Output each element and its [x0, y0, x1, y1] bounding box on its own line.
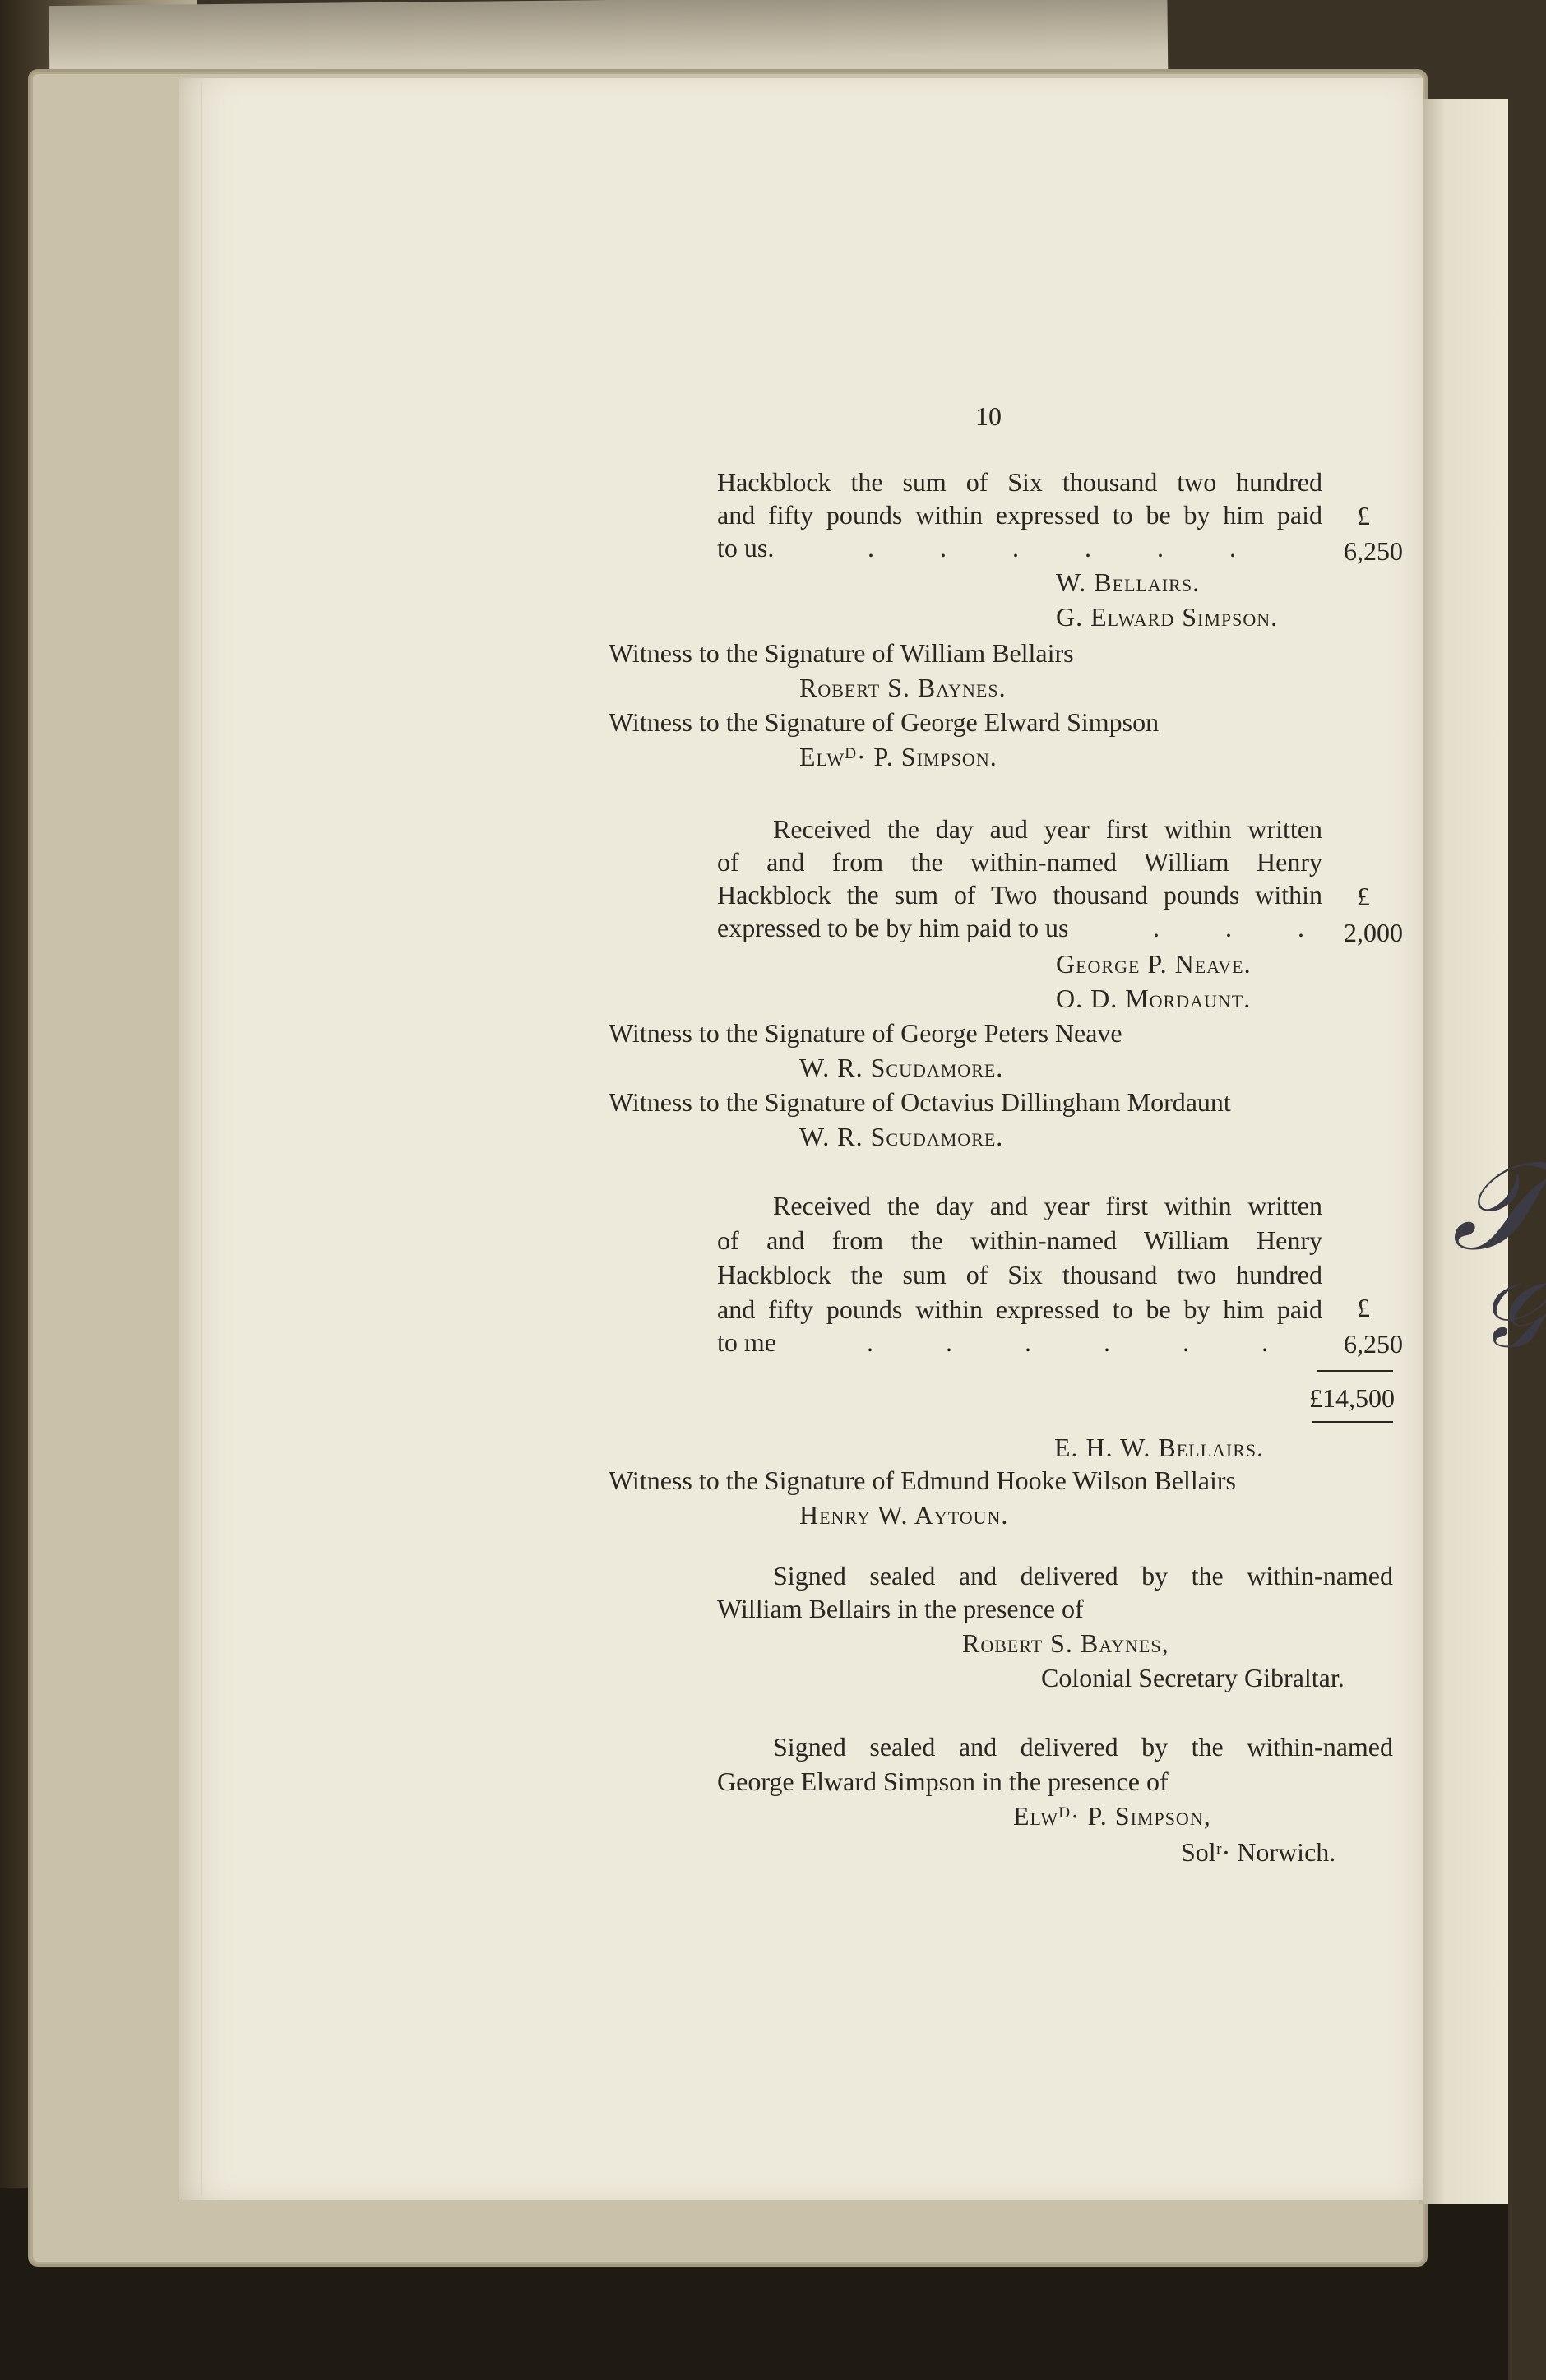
- handwriting-mark-2: 𝒢: [1478, 1262, 1543, 1368]
- block3-line-1: Received the day and year first within written: [773, 1191, 1322, 1220]
- total-rule-top: [1317, 1370, 1393, 1372]
- block2-witness-1-text: Witness to the Signature of George Peters Neave: [609, 1018, 1122, 1048]
- block3-line-2: of and from the within-named William Henry: [717, 1225, 1322, 1255]
- block2-signatory-1: George P. Neave.: [1056, 949, 1252, 979]
- block2-signatory-2: O. D. Mordaunt.: [1056, 984, 1252, 1013]
- block1-witness-1-name: Robert S. Baynes.: [799, 673, 1007, 702]
- block1-leader-dots: . . . . . .: [868, 533, 1236, 563]
- attestation2-line-2: George Elward Simpson in the presence of: [717, 1766, 1169, 1796]
- attestation1-title: Colonial Secretary Gibraltar.: [1041, 1663, 1345, 1692]
- attestation2-name: Elwᴰ· P. Simpson,: [1013, 1801, 1211, 1831]
- block2-witness-2-name: W. R. Scudamore.: [799, 1122, 1004, 1151]
- handwriting-mark-1: 𝒯: [1451, 1135, 1546, 1278]
- block1-line-1: Hackblock the sum of Six thousand two hundred: [717, 467, 1322, 497]
- block2-currency: £: [1357, 882, 1370, 911]
- grand-total: £14,500: [1309, 1383, 1395, 1413]
- attestation1-line-1: Signed sealed and delivered by the within-named: [773, 1561, 1393, 1591]
- block3-witness-name: Henry W. Aytoun.: [799, 1500, 1009, 1530]
- block1-signatory-2: G. Elward Simpson.: [1056, 602, 1279, 632]
- block3-line-3: Hackblock the sum of Six thousand two hundred: [717, 1260, 1322, 1290]
- block3-amount: 6,250: [1344, 1329, 1403, 1359]
- block3-leader-dots: . . . . . .: [867, 1327, 1268, 1357]
- block1-amount: 6,250: [1344, 536, 1403, 566]
- page-number: 10: [975, 401, 1002, 431]
- attestation1-name: Robert S. Baynes,: [962, 1628, 1169, 1658]
- block3-witness-text: Witness to the Signature of Edmund Hooke Wilson Bellairs: [609, 1466, 1236, 1495]
- block3-line-4: and fifty pounds within expressed to be by him paid: [717, 1294, 1322, 1324]
- block1-signatory-1: W. Bellairs.: [1056, 567, 1201, 597]
- block2-witness-1-name: W. R. Scudamore.: [799, 1053, 1004, 1082]
- page-gutter-lines: [183, 82, 202, 2196]
- block1-line-3: to us.: [717, 533, 775, 563]
- block1-currency: £: [1357, 501, 1370, 530]
- block2-line-2: of and from the within-named William Henry: [717, 847, 1322, 877]
- block2-amount: 2,000: [1344, 918, 1403, 947]
- attestation2-line-1: Signed sealed and delivered by the within-named: [773, 1732, 1393, 1762]
- facing-page-edge: [1419, 99, 1546, 2204]
- block2-line-4: expressed to be by him paid to us: [717, 913, 1069, 942]
- attestation2-title: Solʳ· Norwich.: [1181, 1837, 1336, 1867]
- block2-witness-2-text: Witness to the Signature of Octavius Dillingham Mordaunt: [609, 1087, 1231, 1117]
- block3-signatory: E. H. W. Bellairs.: [1054, 1433, 1265, 1462]
- block1-line-2: and fifty pounds within expressed to be by him paid: [717, 500, 1322, 530]
- block2-line-3: Hackblock the sum of Two thousand pounds within: [717, 880, 1322, 910]
- block2-leader-dots: . . .: [1153, 913, 1304, 942]
- block1-witness-2-name: Elwᴰ· P. Simpson.: [799, 742, 997, 771]
- block3-currency: £: [1357, 1293, 1370, 1322]
- block2-line-1: Received the day aud year first within written: [773, 814, 1322, 844]
- block1-witness-2-text: Witness to the Signature of George Elward Simpson: [609, 707, 1160, 737]
- attestation1-line-2: William Bellairs in the presence of: [717, 1594, 1084, 1623]
- block1-witness-1-text: Witness to the Signature of William Bellairs: [609, 638, 1074, 668]
- total-rule-bottom: [1312, 1421, 1393, 1423]
- block3-line-5: to me: [717, 1327, 776, 1357]
